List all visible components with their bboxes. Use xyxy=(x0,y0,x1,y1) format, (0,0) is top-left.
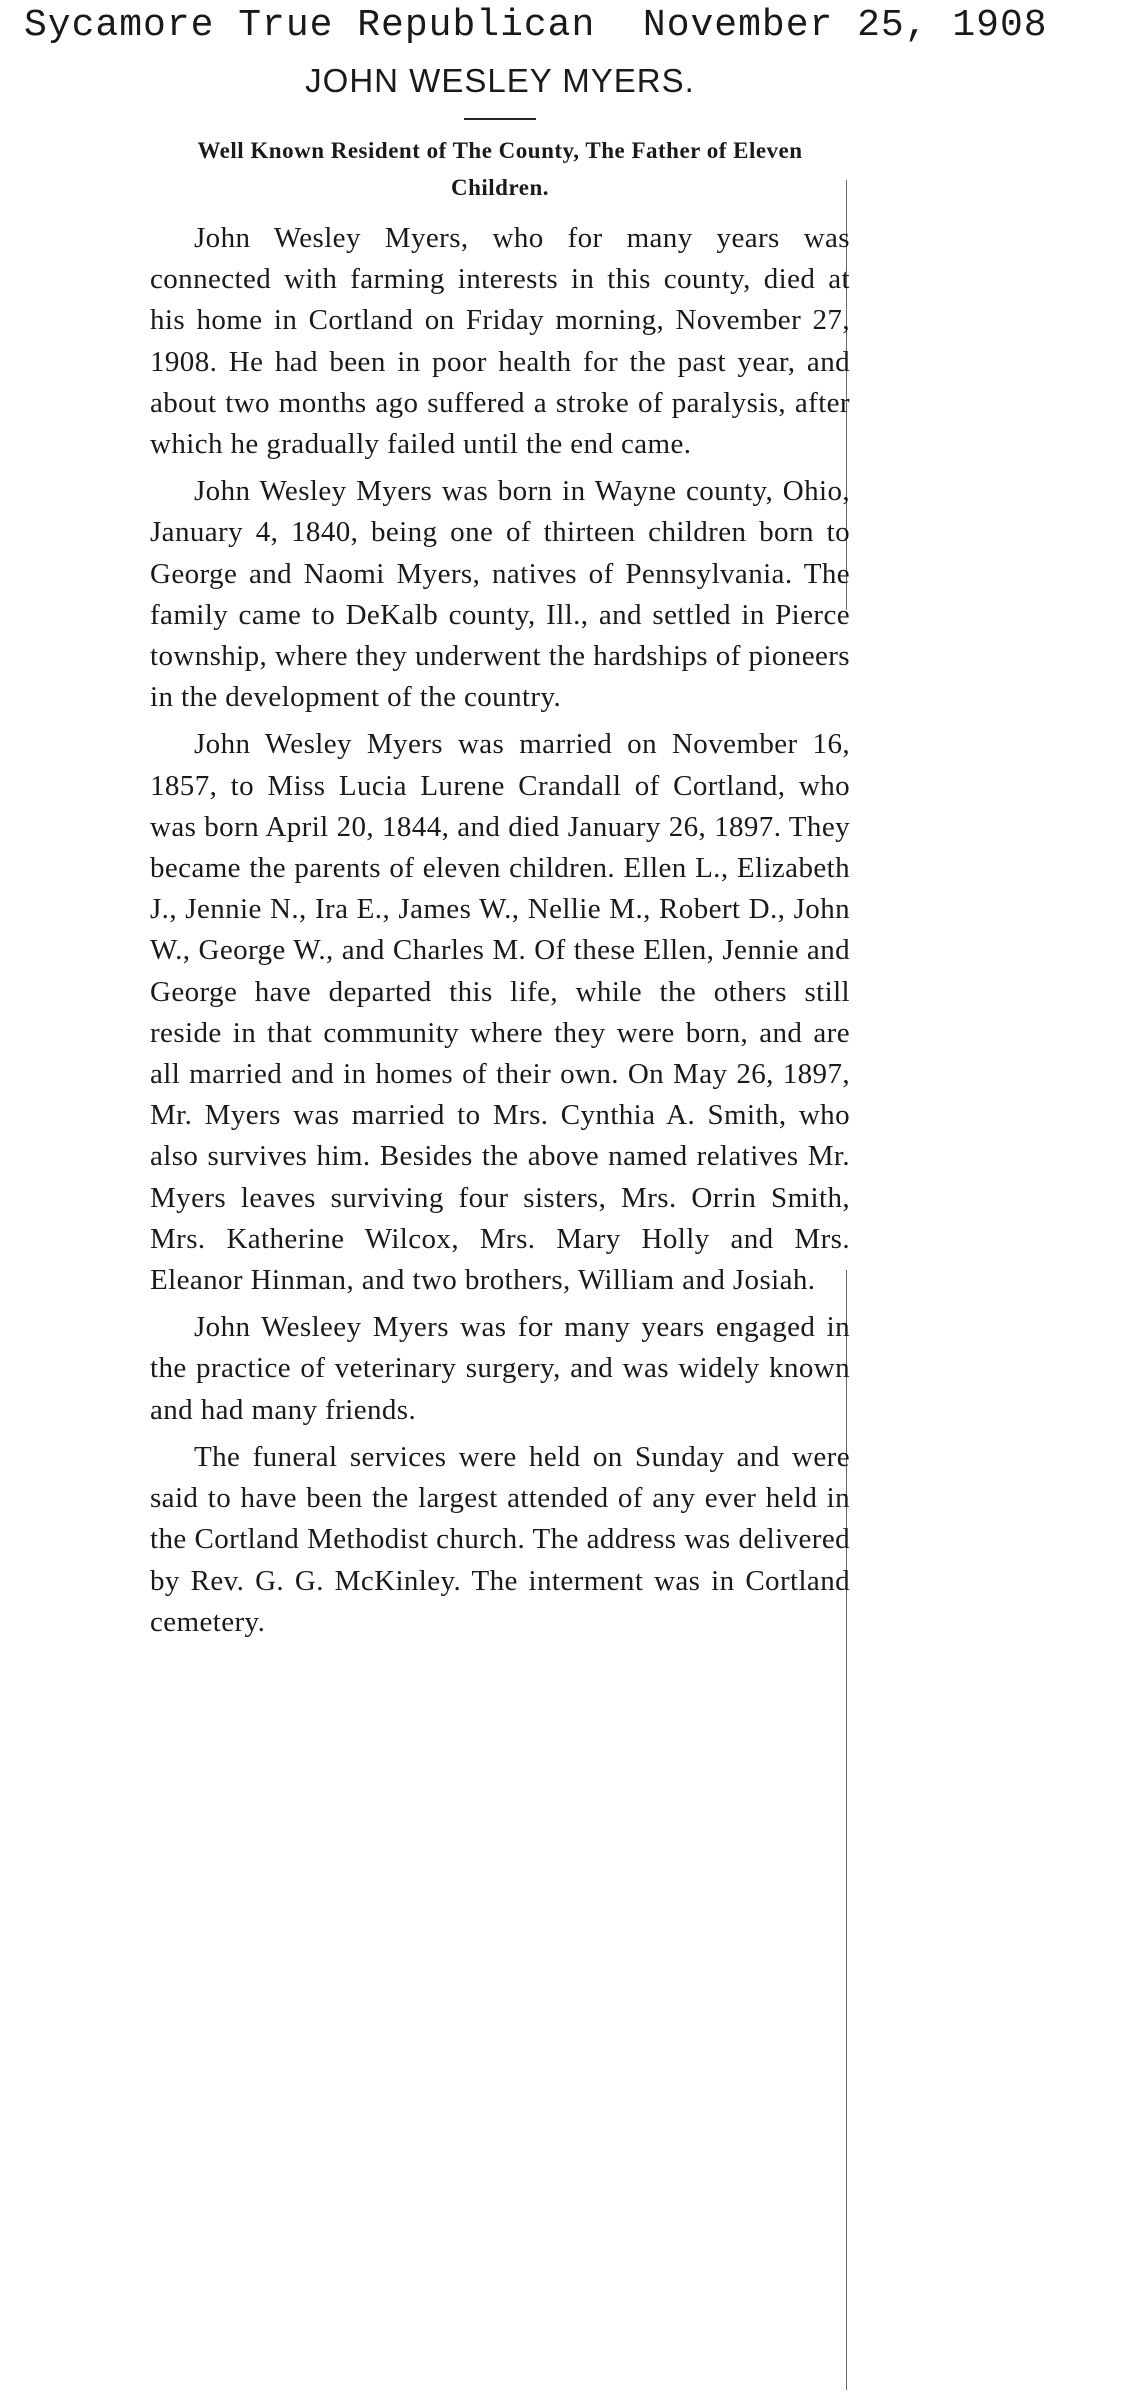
article-paragraph-family: John Wesley Myers was married on November 16, 1857, to Miss Lucia Lurene Crandall of Cortland, who was born April 20, 1844, and died January 26, 1897. They became the parents of eleven children. Ellen L., Elizabeth J., Jennie N., Ira E., James W., Nellie M., Robert D., John W., George W., and Charles M. Of these Ellen, Jennie and George have departed this life, while the others still reside in that community where they were born, and are all married and in homes of their own. On May 26, 1897, Mr. Myers was married to Mrs. Cynthia A. Smith, who also survives him. Besides the above named relatives Mr. Myers leaves surviving four sisters, Mrs. Orrin Smith, Mrs. Katherine Wilcox, Mrs. Mary Holly and Mrs. Eleanor Hinman, and two brothers, William and Josiah. xyxy=(150,728,850,1297)
article-paragraph-death: John Wesley Myers, who for many years was connected with farming interests in this county, died at his home in Cortland on Friday morning, November 27, 1908. He had been in poor health for the past year, and about two months ago suffered a stroke of paralysis, after which he gradually failed until the end came. xyxy=(150,222,850,461)
headline-divider xyxy=(464,118,536,120)
article-paragraph-funeral: The funeral services were held on Sunday and were said to have been the largest attended of any ever held in the Cortland Methodist church. The address was delivered by Rev. G. G. McKinley. The interment was in Cortland cemetery. xyxy=(150,1440,850,1638)
article-subheadline: Well Known Resident of The County, The Father of Eleven Children. xyxy=(197,138,803,200)
article-headline: JOHN WESLEY MYERS. xyxy=(305,62,695,99)
clipping-source-header: Sycamore True Republican November 25, 1908 xyxy=(24,4,1048,47)
article-paragraph-birth: John Wesley Myers was born in Wayne county, Ohio, January 4, 1840, being one of thirteen children born to George and Naomi Myers, natives of Pennsylvania. The family came to DeKalb county, Ill., and settled in Pierce township, where they underwent the hardships of pioneers in the development of the country. xyxy=(150,475,850,714)
article-paragraph-career: John Wesleey Myers was for many years engaged in the practice of veterinary surgery, and was widely known and had many friends. xyxy=(150,1311,850,1426)
obituary-article xyxy=(150,62,850,1649)
